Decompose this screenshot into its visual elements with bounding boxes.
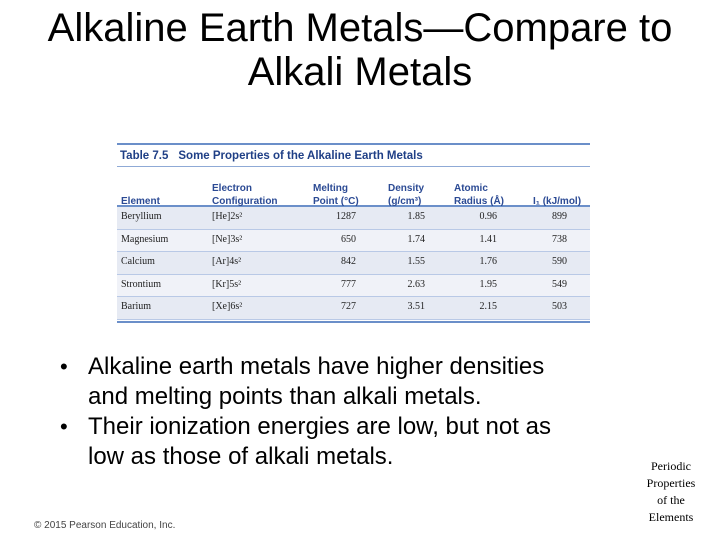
- cell-ie: 899: [552, 211, 567, 222]
- table-row: [117, 207, 590, 230]
- bullet-dot-icon: •: [60, 354, 68, 379]
- bullet-item: [58, 412, 658, 472]
- cell-element: Calcium: [121, 256, 155, 267]
- slide-title: [0, 6, 720, 94]
- cell-melting: 842: [341, 256, 356, 267]
- header-config-line2: Configuration: [212, 196, 278, 207]
- cell-density: 1.85: [407, 211, 425, 222]
- bullet-dot-icon: •: [60, 414, 68, 439]
- table-bottom-rule: [117, 321, 590, 323]
- chapter-label-line: Periodic: [651, 459, 691, 473]
- cell-melting: 777: [341, 278, 356, 290]
- table-body: [117, 207, 590, 320]
- cell-radius: 1.76: [479, 256, 497, 267]
- cell-density: 2.63: [407, 278, 425, 290]
- cell-ie: 590: [552, 256, 567, 267]
- cell-ie: 503: [552, 301, 567, 312]
- slide-title-line-1: Alkaline Earth Metals—Compare to: [47, 6, 673, 50]
- cell-radius: 0.96: [479, 211, 497, 222]
- bullet-line: Their ionization energies are low, but not as: [88, 413, 551, 440]
- cell-ie: 738: [552, 233, 567, 245]
- table-row: [117, 230, 590, 253]
- chapter-label: [636, 458, 706, 526]
- cell-radius: 1.95: [479, 278, 497, 290]
- bullet-line: Alkaline earth metals have higher densities: [88, 353, 545, 380]
- table-title: Some Properties of the Alkaline Earth Metals: [178, 150, 423, 162]
- copyright-notice: © 2015 Pearson Education, Inc.: [34, 520, 176, 531]
- table-row: [117, 252, 590, 275]
- table-caption-band: [117, 145, 590, 167]
- header-density-line2: (g/cm³): [388, 196, 422, 207]
- slide-title-line-2: Alkali Metals: [247, 50, 473, 94]
- table-row: [117, 275, 590, 298]
- header-element: Element: [121, 196, 160, 207]
- header-melting-line2: Point (°C): [313, 196, 359, 207]
- table-caption: [120, 150, 423, 162]
- table-column-headers: [117, 167, 590, 207]
- header-radius-line1: Atomic: [454, 183, 488, 194]
- header-ionization-energy: I₁ (kJ/mol): [533, 196, 582, 207]
- chapter-label-line: Properties: [646, 476, 696, 490]
- cell-density: 1.55: [407, 256, 425, 267]
- table-number: Table 7.5: [120, 150, 169, 162]
- cell-ie: 549: [552, 278, 567, 290]
- cell-density: 1.74: [407, 233, 425, 245]
- cell-config: [Kr]5s²: [212, 278, 242, 290]
- cell-radius: 2.15: [479, 301, 497, 312]
- cell-radius: 1.41: [479, 233, 497, 245]
- cell-element: Strontium: [121, 278, 162, 290]
- cell-element: Barium: [121, 301, 151, 312]
- header-radius-line2: Radius (Å): [454, 196, 504, 207]
- cell-config: [Ne]3s²: [212, 233, 243, 245]
- header-melting-line1: Melting: [313, 183, 348, 194]
- chapter-label-line: Elements: [648, 510, 694, 524]
- cell-melting: 1287: [336, 211, 356, 222]
- chapter-label-line: of the: [657, 493, 685, 507]
- cell-melting: 727: [341, 301, 356, 312]
- bullet-line: and melting points than alkali metals.: [88, 383, 482, 410]
- cell-config: [He]2s²: [212, 211, 243, 222]
- cell-element: Magnesium: [121, 233, 169, 245]
- bullet-line: low as those of alkali metals.: [88, 443, 394, 470]
- properties-table-figure: [117, 143, 590, 323]
- bullet-item: [58, 352, 658, 412]
- cell-config: [Ar]4s²: [212, 256, 242, 267]
- cell-config: [Xe]6s²: [212, 301, 243, 312]
- cell-density: 3.51: [407, 301, 425, 312]
- header-density-line1: Density: [388, 183, 425, 194]
- cell-melting: 650: [341, 233, 356, 245]
- cell-element: Beryllium: [121, 211, 162, 222]
- table-row: [117, 297, 590, 320]
- bullet-list: [58, 352, 658, 472]
- header-config-line1: Electron: [212, 183, 253, 194]
